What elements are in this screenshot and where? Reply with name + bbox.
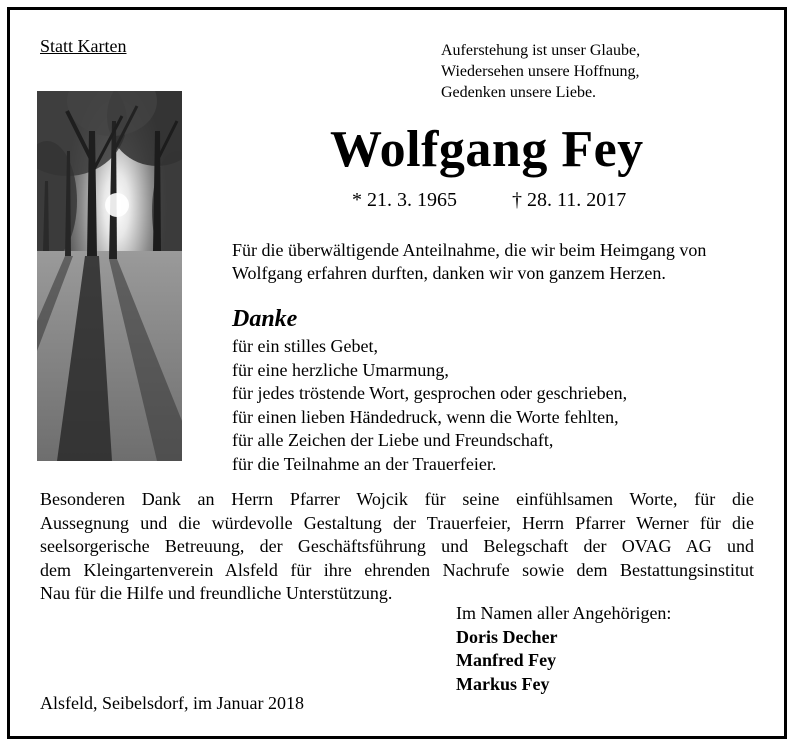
intro-line: Für die überwältigende Anteilnahme, die wir beim Heimgang von — [232, 240, 707, 260]
place-and-date: Alsfeld, Seibelsdorf, im Januar 2018 — [40, 693, 304, 713]
tree-sunlight-photo — [37, 91, 182, 461]
epitaph-quote — [441, 40, 640, 103]
danke-list — [232, 335, 627, 477]
danke-heading: Danke — [232, 306, 298, 332]
paragraph-line: seelsorgerische Betreuung, der Geschäftsführung und Belegschaft der OVAG AG und — [40, 536, 754, 556]
birth-date: * 21. 3. 1965 — [352, 189, 457, 211]
quote-line: Auferstehung ist unser Glaube, — [441, 42, 641, 59]
danke-item: für die Teilnahme an der Trauerfeier. — [232, 453, 497, 474]
family-member: Manfred Fey — [456, 650, 557, 670]
deceased-name: Wolfgang Fey — [330, 121, 644, 178]
danke-item: für eine herzliche Umarmung, — [232, 359, 449, 380]
death-date: † 28. 11. 2017 — [512, 189, 627, 211]
intro-line: Wolfgang erfahren durften, danken wir von ganzem Herzen. — [232, 263, 666, 283]
special-thanks-paragraph — [40, 488, 754, 606]
quote-line: Wiedersehen unsere Hoffnung, — [441, 63, 640, 80]
paragraph-line: Nau für die Hilfe und freundliche Unterstützung. — [40, 583, 393, 603]
tree-photo-illustration — [37, 91, 182, 461]
danke-item: für einen lieben Händedruck, wenn die Worte fehlten, — [232, 406, 619, 427]
signoff-label: Im Namen aller Angehörigen: — [456, 603, 672, 623]
signoff-block — [456, 602, 671, 696]
quote-line: Gedenken unsere Liebe. — [441, 84, 597, 101]
family-member: Doris Decher — [456, 626, 558, 647]
danke-item: für alle Zeichen der Liebe und Freundschaft, — [232, 430, 554, 451]
paragraph-line: Besonderen Dank an Herrn Pfarrer Wojcik für seine einfühlsamen Worte, für die — [40, 489, 754, 509]
paragraph-line: dem Kleingartenverein Alsfeld für ihre ehrenden Nachrufe sowie dem Bestattungsinstitut — [40, 559, 754, 580]
family-member: Markus Fey — [456, 673, 550, 694]
intro-thanks — [232, 239, 706, 285]
statt-karten-label: Statt Karten — [40, 36, 127, 56]
danke-item: für ein stilles Gebet, — [232, 336, 378, 356]
paragraph-line: Aussegnung und die würdevolle Gestaltung der Trauerfeier, Herrn Pfarrer Werner für die — [40, 512, 754, 533]
danke-item: für jedes tröstende Wort, gesprochen oder geschrieben, — [232, 383, 628, 404]
